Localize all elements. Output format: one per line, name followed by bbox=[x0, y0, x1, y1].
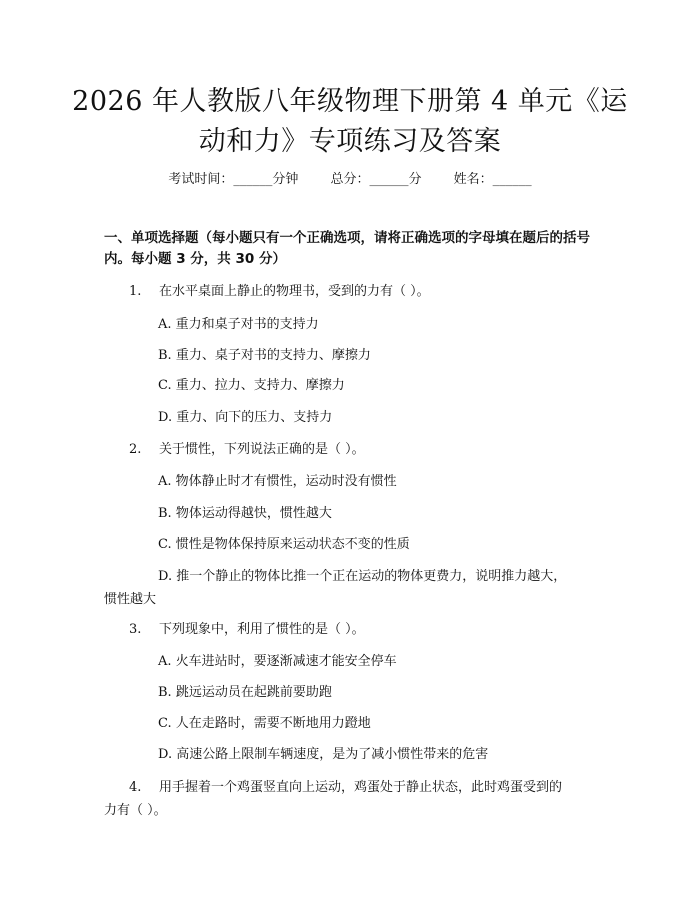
option-1b: B. 重力、桌子对书的支持力、摩擦力 bbox=[158, 348, 371, 363]
exam-time-field: 考试时间：______分钟 bbox=[168, 172, 299, 187]
question-1 bbox=[129, 283, 430, 301]
question-stem: 关于惯性，下列说法正确的是（ ）。 bbox=[159, 442, 365, 457]
option-3c: C. 人在走路时，需要不断地用力蹬地 bbox=[158, 716, 371, 731]
option-3d: D. 高速公路上限制车辆速度，是为了减小惯性带来的危害 bbox=[158, 747, 489, 762]
option-1d: D. 重力、向下的压力、支持力 bbox=[158, 410, 333, 425]
question-number: 2. bbox=[129, 442, 142, 457]
option-3a: A. 火车进站时，要逐渐减速才能安全停车 bbox=[158, 654, 397, 669]
option-2a: A. 物体静止时才有惯性，运动时没有惯性 bbox=[158, 474, 397, 489]
question-number: 1. bbox=[129, 284, 142, 299]
student-name-field: 姓名：______ bbox=[453, 172, 532, 187]
question-stem: 用手握着一个鸡蛋竖直向上运动，鸡蛋处于静止状态，此时鸡蛋受到的力有（ ）。 bbox=[104, 780, 563, 818]
exam-meta bbox=[0, 168, 700, 187]
question-stem: 在水平桌面上静止的物理书，受到的力有（ ）。 bbox=[159, 284, 430, 299]
question-number: 4. bbox=[129, 780, 142, 795]
question-4 bbox=[104, 776, 574, 822]
question-2 bbox=[129, 441, 365, 459]
option-3b: B. 跳远运动员在起跳前要助跑 bbox=[158, 685, 332, 700]
question-number: 3. bbox=[129, 622, 142, 637]
option-1c: C. 重力、拉力、支持力、摩擦力 bbox=[158, 378, 345, 393]
title-line-1: 2026 年人教版八年级物理下册第 4 单元《运 bbox=[72, 86, 628, 117]
option-2d: D. 推一个静止的物体比推一个正在运动的物体更费力，说明推力越大，惯性越大 bbox=[104, 569, 567, 607]
title-line-2: 动和力》专项练习及答案 bbox=[198, 126, 502, 157]
option-2c: C. 惯性是物体保持原来运动状态不变的性质 bbox=[158, 537, 410, 552]
option-2b: B. 物体运动得越快，惯性越大 bbox=[158, 506, 332, 521]
total-score-field: 总分：______分 bbox=[330, 172, 422, 187]
page-title bbox=[60, 82, 640, 162]
question-3 bbox=[129, 621, 365, 639]
section-heading: 一、单项选择题（每小题只有一个正确选项，请将正确选项的字母填在题后的括号内。每小题 3 分，共 30 分） bbox=[104, 230, 590, 267]
option-1a: A. 重力和桌子对书的支持力 bbox=[158, 317, 319, 332]
question-stem: 下列现象中，利用了惯性的是（ ）。 bbox=[159, 622, 365, 637]
